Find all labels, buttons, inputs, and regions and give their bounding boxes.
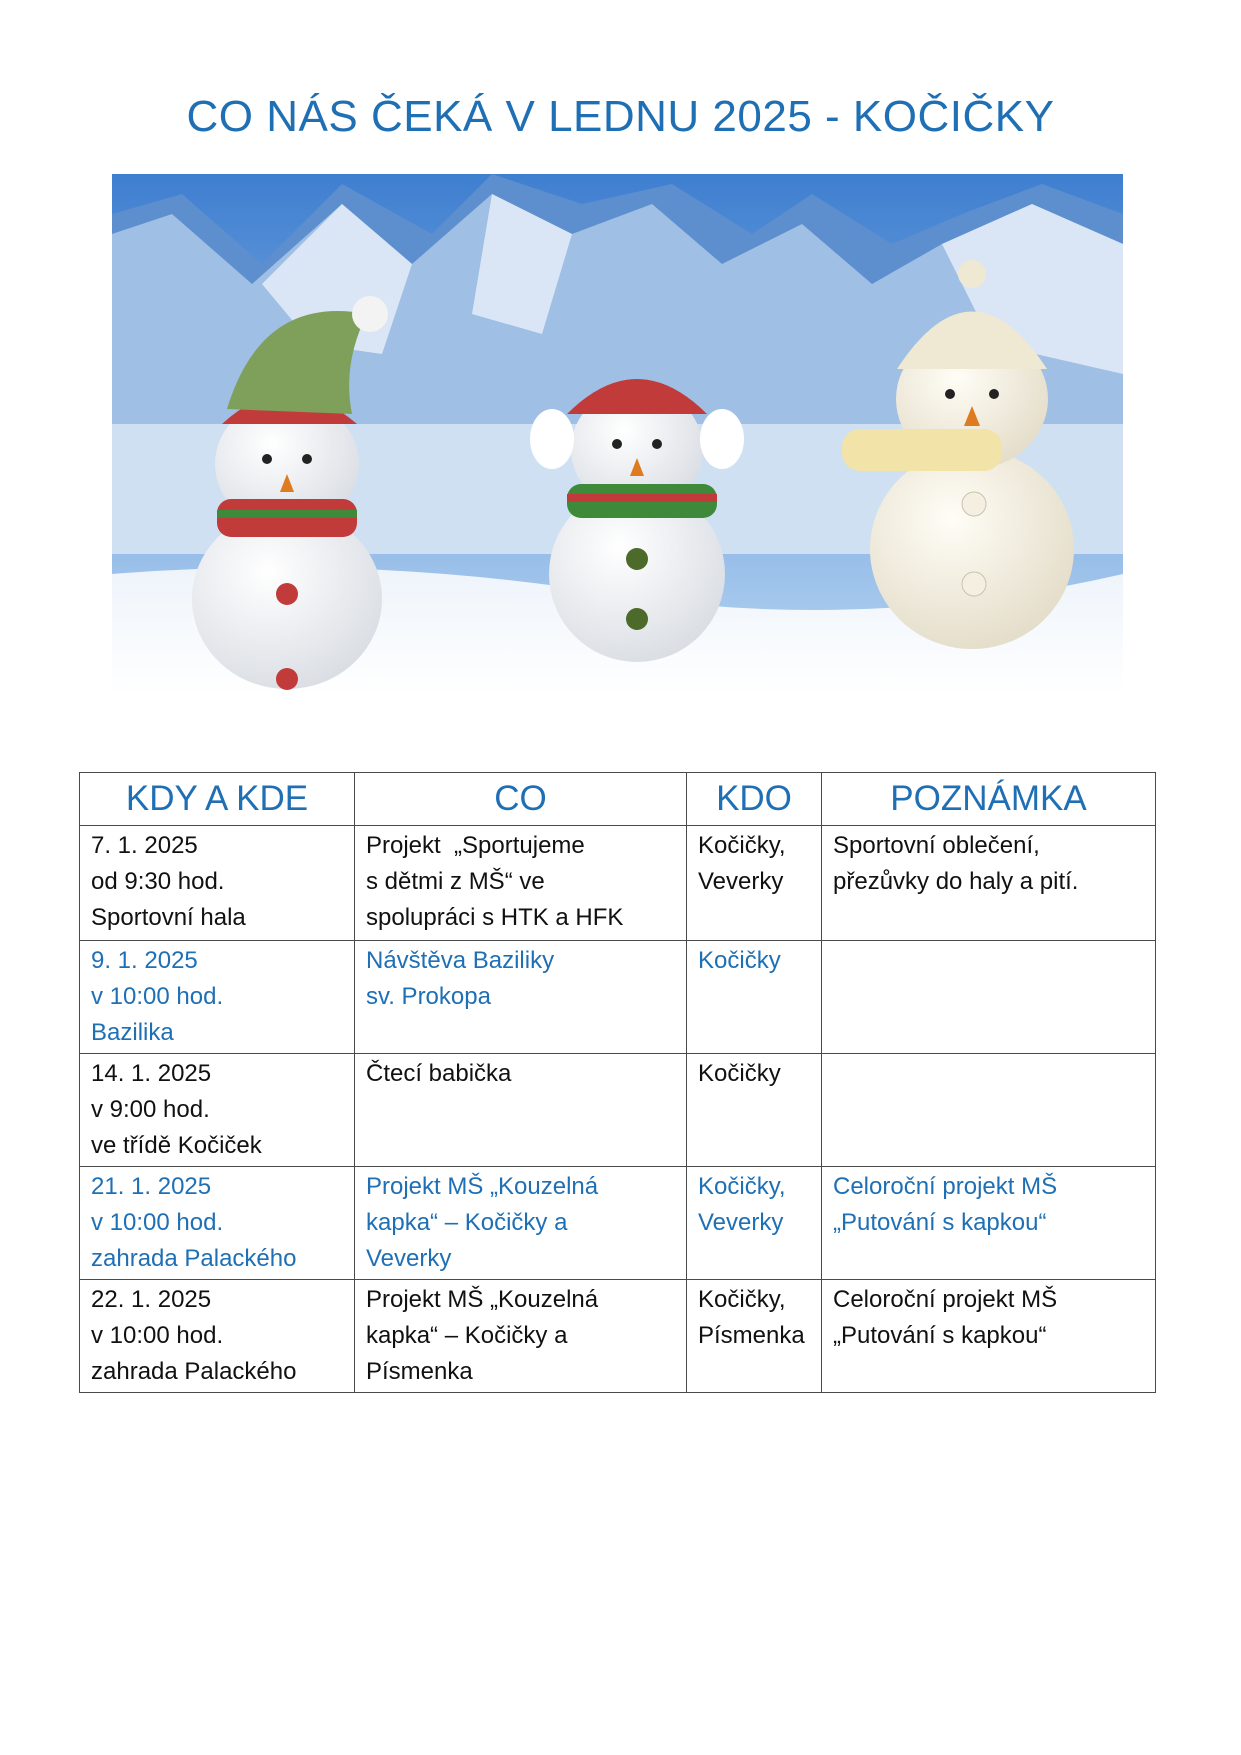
cell-line: spolupráci s HTK a HFK: [366, 904, 624, 931]
cell-note: [822, 826, 1156, 941]
cell-line: kapka“ – Kočičky a: [366, 1322, 568, 1349]
cell-what: [355, 1054, 687, 1167]
cell-line: v 10:00 hod.: [91, 983, 224, 1010]
cell-what: [355, 941, 687, 1054]
cell-who: [687, 941, 822, 1054]
table-row: [80, 1280, 1156, 1393]
cell-line: Návštěva Baziliky: [366, 947, 555, 974]
cell-when: [80, 1280, 355, 1393]
cell-when: [80, 1054, 355, 1167]
cell-what: [355, 1167, 687, 1280]
cell-line: Kočičky,: [698, 832, 786, 859]
cell-line: v 10:00 hod.: [91, 1322, 224, 1349]
cell-line: Kočičky: [698, 947, 781, 974]
cell-line: Veverky: [698, 1209, 784, 1236]
cell-when: [80, 941, 355, 1054]
cell-line: kapka“ – Kočičky a: [366, 1209, 568, 1236]
cell-line: Projekt MŠ „Kouzelná: [366, 1173, 599, 1200]
cell-line: Bazilika: [91, 1019, 174, 1046]
cell-note: [822, 1054, 1156, 1167]
table-row: [80, 941, 1156, 1054]
table-row: [80, 826, 1156, 941]
cell-line: Sportovní oblečení,: [833, 832, 1040, 859]
cell-line: Sportovní hala: [91, 904, 246, 931]
cell-line: Písmenka: [366, 1358, 473, 1385]
cell-line: zahrada Palackého: [91, 1358, 297, 1385]
cell-who: [687, 1167, 822, 1280]
cell-line: Čtecí babička: [366, 1060, 512, 1087]
cell-line: ve třídě Kočiček: [91, 1132, 262, 1159]
cell-line: s dětmi z MŠ“ ve: [366, 868, 545, 895]
header-when: KDY A KDE: [80, 773, 355, 826]
cell-line: Projekt „Sportujeme: [366, 832, 585, 859]
cell-line: přezůvky do haly a pití.: [833, 868, 1079, 895]
cell-note: [822, 1280, 1156, 1393]
cell-line: Celoroční projekt MŠ: [833, 1173, 1058, 1200]
cell-when: [80, 1167, 355, 1280]
cell-line: 7. 1. 2025: [91, 832, 198, 859]
cell-line: Projekt MŠ „Kouzelná: [366, 1286, 599, 1313]
cell-line: Kočičky,: [698, 1286, 786, 1313]
cell-line: Celoroční projekt MŠ: [833, 1286, 1058, 1313]
cell-line: sv. Prokopa: [366, 983, 491, 1010]
table-row: [80, 1167, 1156, 1280]
cell-line: 22. 1. 2025: [91, 1286, 212, 1313]
header-what: CO: [355, 773, 687, 826]
cell-line: od 9:30 hod.: [91, 868, 225, 895]
cell-who: [687, 1280, 822, 1393]
cell-line: 14. 1. 2025: [91, 1060, 212, 1087]
cell-line: v 9:00 hod.: [91, 1096, 210, 1123]
cell-line: 9. 1. 2025: [91, 947, 198, 974]
cell-line: „Putování s kapkou“: [833, 1322, 1047, 1349]
cell-line: „Putování s kapkou“: [833, 1209, 1047, 1236]
cell-line: Veverky: [366, 1245, 452, 1272]
cell-note: [822, 941, 1156, 1054]
header-row: [80, 773, 1156, 826]
cell-line: 21. 1. 2025: [91, 1173, 212, 1200]
snowmen-photo: [112, 174, 1123, 696]
cell-who: [687, 826, 822, 941]
cell-line: Kočičky,: [698, 1173, 786, 1200]
cell-line: Kočičky: [698, 1060, 781, 1087]
cell-note: [822, 1167, 1156, 1280]
cell-when: [80, 826, 355, 941]
cell-what: [355, 826, 687, 941]
header-note: POZNÁMKA: [822, 773, 1156, 826]
cell-who: [687, 1054, 822, 1167]
cell-line: Veverky: [698, 868, 784, 895]
table-row: [80, 1054, 1156, 1167]
schedule-table: [79, 772, 1156, 1393]
cell-line: Písmenka: [698, 1322, 805, 1349]
cell-line: zahrada Palackého: [91, 1245, 297, 1272]
page-title: CO NÁS ČEKÁ V LEDNU 2025 - KOČIČKY: [186, 92, 1055, 141]
cell-line: v 10:00 hod.: [91, 1209, 224, 1236]
cell-what: [355, 1280, 687, 1393]
header-who: KDO: [687, 773, 822, 826]
